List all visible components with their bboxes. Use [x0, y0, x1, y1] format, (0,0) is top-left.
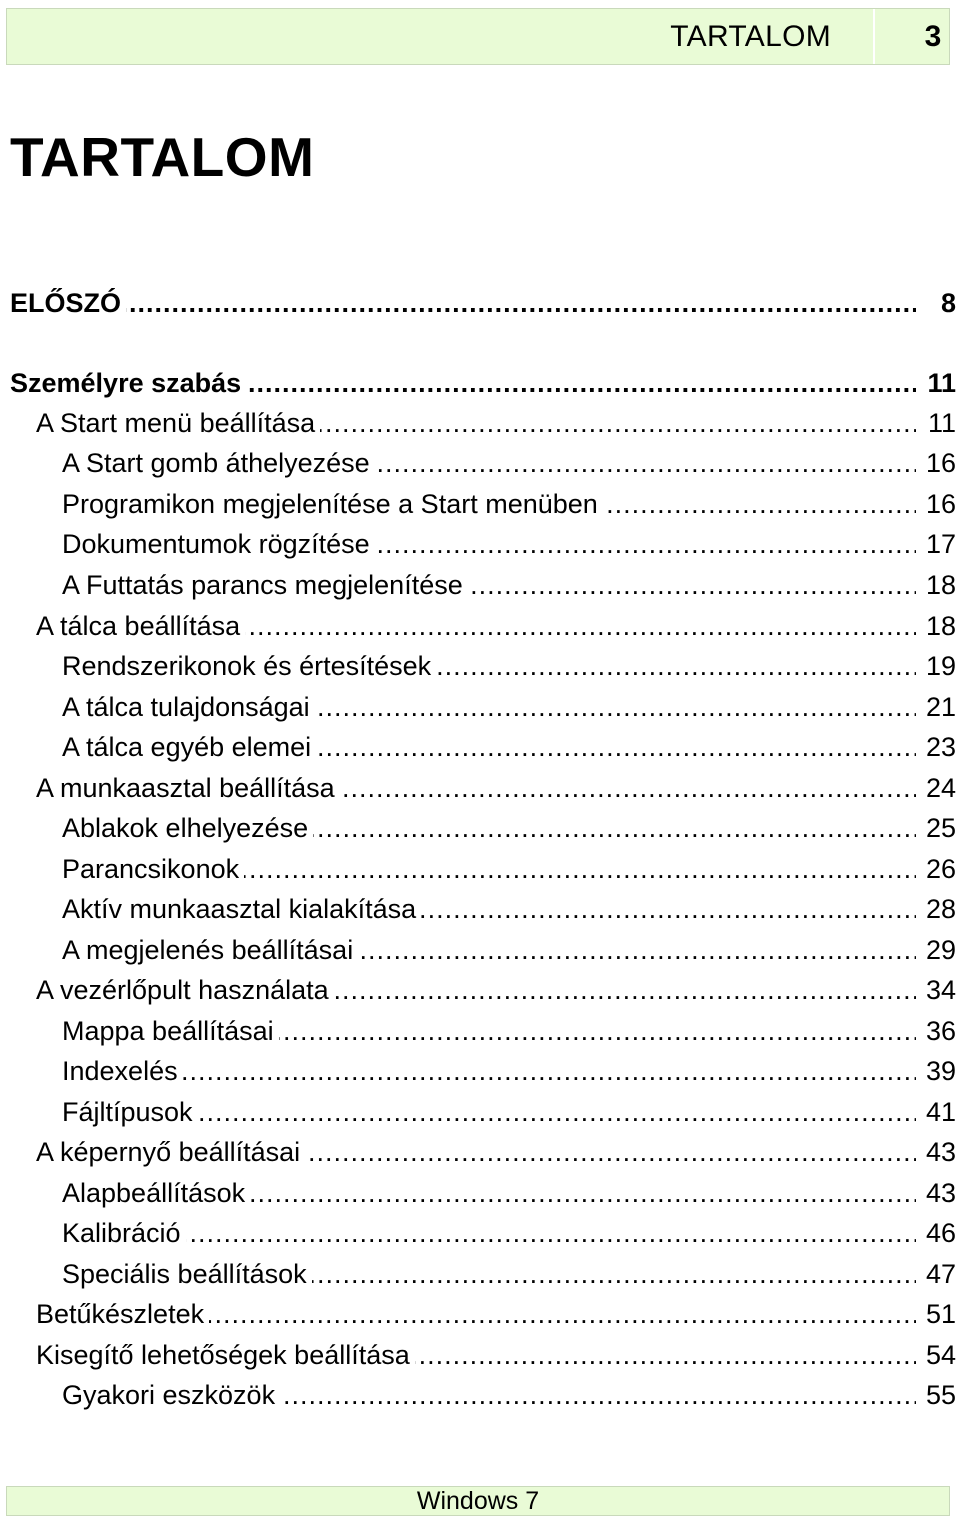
toc-entry[interactable]: [0, 1375, 960, 1415]
toc-leader-dots: [62, 1051, 916, 1091]
toc-entry-page: 8: [935, 283, 956, 323]
toc-entry[interactable]: [0, 849, 960, 889]
toc-entry-label: Kisegítő lehetőségek beállítása: [36, 1335, 415, 1375]
toc-entry-page: 11: [921, 363, 956, 403]
toc-entry[interactable]: [0, 1092, 960, 1132]
toc-entry-label: Programikon megjelenítése a Start menüben: [62, 484, 603, 524]
toc-entry[interactable]: [0, 930, 960, 970]
toc-entry-page: 23: [920, 727, 956, 767]
toc-entry[interactable]: [0, 808, 960, 848]
toc-entry-chapter[interactable]: [0, 363, 960, 403]
toc-entry-label: A vezérlőpult használata: [36, 970, 334, 1010]
toc-entry-page: 55: [920, 1375, 956, 1415]
toc-leader-dots: [62, 1213, 916, 1253]
toc-entry-label: Speciális beállítások: [62, 1254, 312, 1294]
toc-entry-page: 21: [920, 687, 956, 727]
toc-entry[interactable]: [0, 484, 960, 524]
page-header: [6, 8, 950, 65]
toc-entry[interactable]: [0, 1213, 960, 1253]
toc-entry[interactable]: [0, 606, 960, 646]
toc-entry-label: ELŐSZÓ: [10, 283, 126, 323]
toc-entry[interactable]: [0, 1173, 960, 1213]
toc-entry-label: A megjelenés beállításai: [62, 930, 358, 970]
toc-entry-label: Betűkészletek: [36, 1294, 209, 1334]
toc-entry-page: 39: [920, 1051, 956, 1091]
toc-entry[interactable]: [0, 1254, 960, 1294]
toc-entry[interactable]: [0, 1132, 960, 1172]
toc-entry-foreword[interactable]: [0, 283, 960, 323]
toc-entry-page: 34: [920, 970, 956, 1010]
toc-entry-label: Rendszerikonok és értesítések: [62, 646, 436, 686]
toc-entry-page: 41: [920, 1092, 956, 1132]
footer-text: Windows 7: [416, 1487, 540, 1515]
toc-entry-page: 43: [920, 1132, 956, 1172]
toc-entry-page: 18: [920, 606, 956, 646]
page-footer: [6, 1486, 950, 1516]
toc-entry-page: 54: [920, 1335, 956, 1375]
toc-entry[interactable]: [0, 565, 960, 605]
toc-entry-label: A tálca beállítása: [36, 606, 245, 646]
header-divider: [873, 9, 875, 64]
toc-entry[interactable]: [0, 646, 960, 686]
toc-entry-label: Fájltípusok: [62, 1092, 198, 1132]
toc-entry-page: 24: [920, 768, 956, 808]
toc-entry-page: 18: [920, 565, 956, 605]
toc-entry-page: 16: [920, 443, 956, 483]
toc-entry-page: 16: [920, 484, 956, 524]
toc-entry[interactable]: [0, 727, 960, 767]
toc-entry[interactable]: [0, 768, 960, 808]
toc-entry[interactable]: [0, 1011, 960, 1051]
toc-entry-page: 11: [922, 403, 956, 443]
toc-entry-page: 47: [920, 1254, 956, 1294]
toc-entry-label: Mappa beállításai: [62, 1011, 279, 1051]
toc-entry[interactable]: [0, 524, 960, 564]
toc-entry-label: A Start menü beállítása: [36, 403, 320, 443]
toc-entry-page: 28: [920, 889, 956, 929]
toc-entry-page: 46: [920, 1213, 956, 1253]
toc-entry-label: Ablakok elhelyezése: [62, 808, 313, 848]
toc-entry-label: A munkaasztal beállítása: [36, 768, 340, 808]
toc-entry-label: Kalibráció: [62, 1213, 186, 1253]
header-section-title: TARTALOM: [670, 20, 831, 53]
header-page-number: 3: [924, 20, 942, 53]
toc-entry-label: A tálca egyéb elemei: [62, 727, 316, 767]
toc-entry[interactable]: [0, 970, 960, 1010]
toc-entry-page: 43: [920, 1173, 956, 1213]
toc-entry-page: 26: [920, 849, 956, 889]
toc-entry-label: A Futtatás parancs megjelenítése: [62, 565, 468, 605]
toc-entry[interactable]: [0, 1051, 960, 1091]
toc-entry-label: Alapbeállítások: [62, 1173, 250, 1213]
toc-entry-label: Gyakori eszközök: [62, 1375, 280, 1415]
toc-entry[interactable]: [0, 1335, 960, 1375]
toc-entry[interactable]: [0, 889, 960, 929]
toc-entry[interactable]: [0, 687, 960, 727]
toc-entry-page: 29: [920, 930, 956, 970]
toc-entry-label: Aktív munkaasztal kialakítása: [62, 889, 421, 929]
toc-entry-label: Személyre szabás: [10, 363, 246, 403]
toc-entry[interactable]: [0, 1294, 960, 1334]
toc-entry-label: Dokumentumok rögzítése: [62, 524, 375, 564]
toc-entry[interactable]: [0, 403, 960, 443]
toc-entry-label: A képernyő beállításai: [36, 1132, 305, 1172]
toc-entry-label: Parancsikonok: [62, 849, 244, 889]
toc-entry-page: 25: [920, 808, 956, 848]
toc-entry-page: 17: [920, 524, 956, 564]
toc-entry-page: 19: [920, 646, 956, 686]
toc-entry-page: 36: [920, 1011, 956, 1051]
page-title: TARTALOM: [10, 126, 315, 188]
toc-entry[interactable]: [0, 443, 960, 483]
toc-entry-label: A Start gomb áthelyezése: [62, 443, 375, 483]
toc-leader-dots: [10, 283, 916, 323]
toc-entry-label: A tálca tulajdonságai: [62, 687, 315, 727]
toc-entry-page: 51: [920, 1294, 956, 1334]
toc-entry-label: Indexelés: [62, 1051, 183, 1091]
